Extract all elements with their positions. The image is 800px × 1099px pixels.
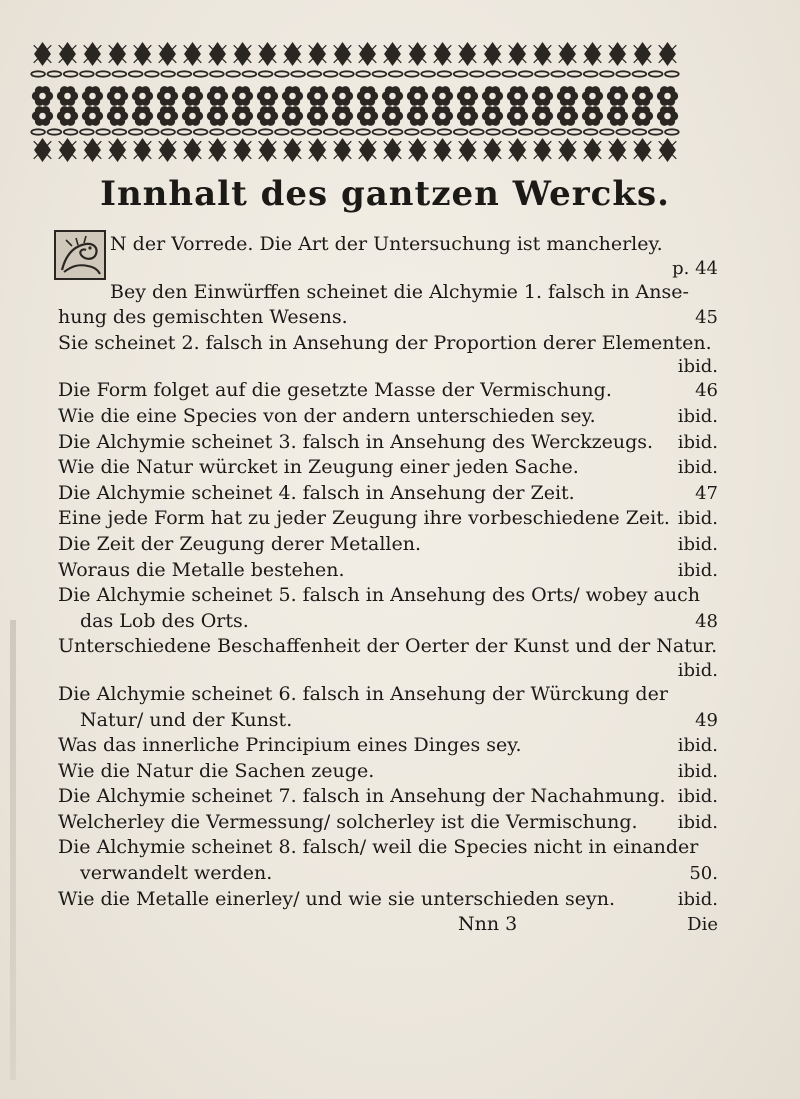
ornament-glyph bbox=[407, 106, 428, 126]
ornament-glyph bbox=[405, 71, 419, 76]
entry-page: 49 bbox=[695, 709, 718, 731]
ornament-glyph bbox=[234, 43, 252, 65]
entry-text: Die Zeit der Zeugung derer Metallen. bbox=[58, 532, 422, 555]
ornament-glyph bbox=[457, 106, 478, 126]
ornament-glyph bbox=[657, 86, 678, 106]
ornament-glyph bbox=[194, 71, 208, 76]
ornament-glyph bbox=[609, 43, 627, 65]
contents-entry bbox=[58, 887, 718, 913]
ornament-glyph bbox=[307, 106, 328, 126]
ornament-glyph bbox=[334, 139, 352, 161]
ornament-glyph bbox=[616, 71, 630, 76]
ornament-glyph bbox=[31, 71, 45, 76]
ornament-glyph bbox=[182, 86, 203, 106]
contents-entry bbox=[58, 784, 718, 810]
entry-page: 50. bbox=[689, 863, 718, 885]
ornament-glyph bbox=[389, 129, 403, 134]
ornament-glyph bbox=[509, 43, 527, 65]
entry-page: Die bbox=[687, 914, 718, 936]
entry-text: N der Vorrede. Die Art der Untersuchung ist mancherley. bbox=[110, 233, 663, 255]
ornament-glyph bbox=[357, 86, 378, 106]
entry-page: ibid. bbox=[677, 457, 718, 479]
entry-text: Was das innerliche Principium eines Dinges sey. bbox=[58, 734, 522, 757]
ornament-glyph bbox=[209, 139, 227, 161]
ornament-glyph bbox=[209, 43, 227, 65]
entry-text: Wie die Metalle einerley/ und wie sie unterschieden seyn. bbox=[58, 887, 616, 910]
ornament-glyph bbox=[207, 86, 228, 106]
ornament-glyph bbox=[145, 71, 159, 76]
ornament-glyph bbox=[659, 43, 677, 65]
ornament-glyph bbox=[649, 71, 663, 76]
ornament-glyph bbox=[665, 71, 679, 76]
ornament-glyph bbox=[482, 106, 503, 126]
ornament-glyph bbox=[132, 86, 153, 106]
contents-entry bbox=[58, 861, 718, 887]
contents-entry bbox=[58, 733, 718, 759]
ornament-glyph bbox=[438, 129, 452, 134]
ornament-glyph bbox=[432, 106, 453, 126]
ornament-glyph bbox=[568, 129, 582, 134]
ornament-glyph bbox=[332, 106, 353, 126]
entry-text: Natur/ und der Kunst. bbox=[80, 708, 293, 731]
ornament-glyph bbox=[210, 71, 224, 76]
ornament-glyph bbox=[359, 43, 377, 65]
ornament-glyph bbox=[82, 86, 103, 106]
ornament-glyph bbox=[107, 86, 128, 106]
ornament-glyph bbox=[282, 106, 303, 126]
ornament-glyph bbox=[284, 139, 302, 161]
entry-text: Welcherley die Vermessung/ solcherley ist die Vermischung. bbox=[58, 810, 638, 833]
entry-text: Die Alchymie scheinet 6. falsch in Ansehung der Würckung der bbox=[58, 682, 668, 705]
entry-text: Sie scheinet 2. falsch in Ansehung der Proportion derer Elementen. bbox=[58, 331, 712, 354]
ornament-glyph bbox=[634, 139, 652, 161]
contents-entry bbox=[58, 430, 718, 456]
ornament-glyph bbox=[373, 129, 387, 134]
ornament-glyph bbox=[407, 86, 428, 106]
entry-text: Wie die Natur die Sachen zeuge. bbox=[58, 759, 375, 782]
ornament-glyph bbox=[226, 129, 240, 134]
ornament-glyph bbox=[632, 106, 653, 126]
entry-page: ibid. bbox=[677, 888, 718, 910]
ornament-glyph bbox=[357, 106, 378, 126]
entry-page: ibid. bbox=[677, 760, 718, 782]
ornament-glyph bbox=[282, 86, 303, 106]
ornament-glyph bbox=[551, 71, 565, 76]
entry-text: Die Alchymie scheinet 3. falsch in Ansehung des Werckzeugs. bbox=[58, 430, 654, 453]
ornament-glyph bbox=[129, 129, 143, 134]
entry-text: Die Form folget auf die gesetzte Masse der Vermischung. bbox=[58, 379, 612, 402]
ornament-glyph bbox=[80, 129, 94, 134]
ornament-glyph bbox=[234, 139, 252, 161]
ornament-glyph bbox=[291, 71, 305, 76]
ornament-glyph bbox=[161, 129, 175, 134]
ornament-glyph bbox=[607, 86, 628, 106]
ornament-glyph bbox=[157, 86, 178, 106]
ornament-glyph bbox=[113, 71, 127, 76]
ornament-glyph bbox=[340, 71, 354, 76]
ornament-glyph bbox=[259, 129, 273, 134]
entry-text: Die Alchymie scheinet 5. falsch in Ansehung des Orts/ wobey auch bbox=[58, 584, 700, 607]
ornament-glyph bbox=[507, 86, 528, 106]
ornament-glyph bbox=[284, 43, 302, 65]
ornament-glyph bbox=[194, 129, 208, 134]
ornament-glyph bbox=[82, 106, 103, 126]
contents-list bbox=[58, 232, 718, 938]
entry-text: Bey den Einwürffen scheinet die Alchymie 1. falsch in Anse- bbox=[110, 280, 689, 303]
ornament-glyph bbox=[96, 71, 110, 76]
ornament-glyph bbox=[109, 43, 127, 65]
ornament-glyph bbox=[535, 129, 549, 134]
ornament-glyph bbox=[232, 106, 253, 126]
ornament-glyph bbox=[633, 129, 647, 134]
contents-entry bbox=[58, 481, 718, 507]
ornament-glyph bbox=[32, 106, 53, 126]
ornament-glyph bbox=[159, 43, 177, 65]
ornament-glyph bbox=[507, 106, 528, 126]
ornament-glyph bbox=[340, 129, 354, 134]
ornament-glyph bbox=[129, 71, 143, 76]
entry-text: Die Alchymie scheinet 7. falsch in Ansehung der Nachahmung. bbox=[58, 785, 666, 808]
ornament-glyph bbox=[503, 71, 517, 76]
contents-entry bbox=[58, 609, 718, 635]
ornament-glyph bbox=[109, 139, 127, 161]
contents-entry bbox=[58, 404, 718, 430]
entry-text: das Lob des Orts. bbox=[80, 609, 249, 632]
ornament-header-icon bbox=[30, 40, 680, 162]
contents-entry bbox=[58, 305, 718, 331]
ornament-glyph bbox=[161, 71, 175, 76]
ornament-glyph bbox=[80, 71, 94, 76]
ornament-glyph bbox=[134, 139, 152, 161]
entry-page: ibid. bbox=[677, 811, 718, 833]
ornament-glyph bbox=[600, 129, 614, 134]
ornament-glyph bbox=[600, 71, 614, 76]
ornament-glyph bbox=[157, 106, 178, 126]
entry-text: verwandelt werden. bbox=[80, 862, 273, 885]
page-title: Innhalt des gantzen Wercks. bbox=[100, 174, 670, 214]
ornament-glyph bbox=[159, 139, 177, 161]
ornament-glyph bbox=[609, 139, 627, 161]
ornament-glyph bbox=[557, 106, 578, 126]
ornament-glyph bbox=[332, 86, 353, 106]
ornament-glyph bbox=[232, 86, 253, 106]
entry-page: ibid. bbox=[677, 508, 718, 530]
ornament-glyph bbox=[31, 129, 45, 134]
ornament-glyph bbox=[132, 106, 153, 126]
ornament-glyph bbox=[307, 86, 328, 106]
ornament-glyph bbox=[64, 71, 78, 76]
ornament-glyph bbox=[486, 71, 500, 76]
entry-text: Die Alchymie scheinet 4. falsch in Ansehung der Zeit. bbox=[58, 481, 575, 504]
ornament-glyph bbox=[84, 139, 102, 161]
ornament-glyph bbox=[454, 129, 468, 134]
ornament-glyph bbox=[373, 71, 387, 76]
ornament-glyph bbox=[359, 139, 377, 161]
entry-text: Wie die eine Species von der andern unterschieden sey. bbox=[58, 404, 596, 427]
ornament-glyph bbox=[243, 71, 257, 76]
ornament-glyph bbox=[470, 129, 484, 134]
entry-text: Unterschiedene Beschaffenheit der Oerter der Kunst und der Natur. bbox=[58, 635, 718, 658]
ornament-glyph bbox=[434, 139, 452, 161]
contents-entry bbox=[58, 660, 718, 682]
ornament-glyph bbox=[438, 71, 452, 76]
contents-entry bbox=[58, 506, 718, 532]
ornament-glyph bbox=[291, 129, 305, 134]
contents-entry bbox=[58, 682, 718, 708]
ornament-glyph bbox=[519, 71, 533, 76]
contents-entry bbox=[58, 331, 718, 357]
ornament-glyph bbox=[207, 106, 228, 126]
ornament-glyph bbox=[243, 129, 257, 134]
ornament-glyph bbox=[184, 139, 202, 161]
entry-page: ibid. bbox=[677, 405, 718, 427]
ornament-glyph bbox=[616, 129, 630, 134]
ornament-glyph bbox=[607, 106, 628, 126]
ornament-glyph bbox=[48, 129, 62, 134]
entry-page: ibid. bbox=[677, 431, 718, 453]
ornament-glyph bbox=[324, 129, 338, 134]
contents-entry bbox=[58, 810, 718, 836]
entry-page: ibid. bbox=[677, 735, 718, 757]
contents-entry bbox=[58, 634, 718, 660]
ornament-glyph bbox=[486, 129, 500, 134]
ornament-glyph bbox=[257, 86, 278, 106]
ornament-glyph bbox=[309, 43, 327, 65]
ornament-glyph bbox=[226, 71, 240, 76]
ornament-glyph bbox=[145, 129, 159, 134]
ornament-glyph bbox=[308, 129, 322, 134]
entry-page: ibid. bbox=[677, 533, 718, 555]
ornament-glyph bbox=[534, 43, 552, 65]
ornament-glyph bbox=[134, 43, 152, 65]
ornament-glyph bbox=[457, 86, 478, 106]
ornament-glyph bbox=[459, 139, 477, 161]
ornament-glyph bbox=[259, 139, 277, 161]
contents-entry bbox=[58, 232, 718, 258]
ornament-glyph bbox=[582, 106, 603, 126]
ornament-glyph bbox=[34, 139, 52, 161]
contents-entry bbox=[58, 378, 718, 404]
ornament-glyph bbox=[59, 43, 77, 65]
ornament-glyph bbox=[484, 43, 502, 65]
ornament-glyph bbox=[584, 139, 602, 161]
ornament-glyph bbox=[32, 86, 53, 106]
entry-text: Nnn 3 bbox=[458, 913, 518, 936]
ornament-glyph bbox=[568, 71, 582, 76]
ornament-glyph bbox=[665, 129, 679, 134]
ornament-glyph bbox=[649, 129, 663, 134]
contents-entry bbox=[58, 532, 718, 558]
ornament-glyph bbox=[178, 71, 192, 76]
ornament-glyph bbox=[503, 129, 517, 134]
ornament-glyph bbox=[48, 71, 62, 76]
ornament-glyph bbox=[334, 43, 352, 65]
ornament-glyph bbox=[484, 139, 502, 161]
contents-entry bbox=[58, 759, 718, 785]
ornament-glyph bbox=[210, 129, 224, 134]
ornament-glyph bbox=[519, 129, 533, 134]
ornament-glyph bbox=[405, 129, 419, 134]
ornament-glyph bbox=[178, 129, 192, 134]
entry-page: p. 44 bbox=[672, 257, 718, 279]
entry-page: ibid. bbox=[677, 356, 718, 378]
contents-entry bbox=[58, 258, 718, 280]
ornament-glyph bbox=[59, 139, 77, 161]
entry-text: Eine jede Form hat zu jeder Zeugung ihre vorbeschiedene Zeit. bbox=[58, 507, 670, 530]
ornament-glyph bbox=[96, 129, 110, 134]
ornament-glyph bbox=[409, 43, 427, 65]
ornament-glyph bbox=[584, 129, 598, 134]
ornament-glyph bbox=[259, 43, 277, 65]
ornament-glyph bbox=[259, 71, 273, 76]
ornament-glyph bbox=[34, 43, 52, 65]
ornament-glyph bbox=[432, 86, 453, 106]
ornament-glyph bbox=[409, 139, 427, 161]
ornament-glyph bbox=[84, 43, 102, 65]
contents-entry bbox=[58, 558, 718, 584]
entry-page: 47 bbox=[695, 482, 718, 504]
entry-text: hung des gemischten Wesens. bbox=[58, 306, 348, 329]
ornament-glyph bbox=[309, 139, 327, 161]
ornament-glyph bbox=[324, 71, 338, 76]
ornament-glyph bbox=[535, 71, 549, 76]
contents-entry bbox=[58, 455, 718, 481]
ornament-glyph bbox=[657, 106, 678, 126]
ornament-glyph bbox=[634, 43, 652, 65]
ornament-glyph bbox=[454, 71, 468, 76]
ornament-glyph bbox=[384, 139, 402, 161]
entry-text: Die Alchymie scheinet 8. falsch/ weil die Species nicht in einander bbox=[58, 836, 699, 859]
ornament-glyph bbox=[584, 43, 602, 65]
ornament-glyph bbox=[632, 86, 653, 106]
entry-page: 48 bbox=[695, 610, 718, 632]
ornament-glyph bbox=[57, 86, 78, 106]
ornament-glyph bbox=[509, 139, 527, 161]
ornament-glyph bbox=[382, 86, 403, 106]
entry-page: ibid. bbox=[677, 786, 718, 808]
ornament-glyph bbox=[559, 139, 577, 161]
ornament-glyph bbox=[389, 71, 403, 76]
contents-entry bbox=[58, 356, 718, 378]
ornament-glyph bbox=[532, 86, 553, 106]
ornament-glyph bbox=[482, 86, 503, 106]
ornament-glyph bbox=[534, 139, 552, 161]
page-edge-shadow bbox=[10, 620, 16, 1080]
ornament-glyph bbox=[459, 43, 477, 65]
ornament-glyph bbox=[384, 43, 402, 65]
ornament-glyph bbox=[356, 129, 370, 134]
ornament-glyph bbox=[257, 106, 278, 126]
ornament-glyph bbox=[182, 106, 203, 126]
ornament-glyph bbox=[356, 71, 370, 76]
ornament-glyph bbox=[382, 106, 403, 126]
entry-page: 45 bbox=[695, 307, 718, 329]
ornament-glyph bbox=[57, 106, 78, 126]
ornament-glyph bbox=[107, 106, 128, 126]
ornament-glyph bbox=[532, 106, 553, 126]
ornament-glyph bbox=[434, 43, 452, 65]
ornament-glyph bbox=[582, 86, 603, 106]
contents-entry bbox=[58, 708, 718, 734]
ornament-glyph bbox=[470, 71, 484, 76]
ornament-glyph bbox=[559, 43, 577, 65]
ornament-glyph bbox=[308, 71, 322, 76]
entry-page: ibid. bbox=[677, 559, 718, 581]
entry-page: ibid. bbox=[677, 659, 718, 681]
ornament-glyph bbox=[421, 71, 435, 76]
ornament-glyph bbox=[584, 71, 598, 76]
contents-entry bbox=[58, 583, 718, 609]
ornament-glyph bbox=[64, 129, 78, 134]
entry-text: Woraus die Metalle bestehen. bbox=[58, 558, 345, 581]
contents-entry bbox=[58, 835, 718, 861]
ornament-glyph bbox=[551, 129, 565, 134]
ornament-glyph bbox=[275, 71, 289, 76]
ornament-glyph bbox=[184, 43, 202, 65]
ornament-glyph bbox=[633, 71, 647, 76]
entry-page: 46 bbox=[695, 380, 718, 402]
contents-entry bbox=[58, 280, 718, 306]
entry-text: Wie die Natur würcket in Zeugung einer jeden Sache. bbox=[58, 456, 579, 479]
ornament-glyph bbox=[421, 129, 435, 134]
ornament-glyph bbox=[557, 86, 578, 106]
ornament-glyph bbox=[659, 139, 677, 161]
ornament-glyph bbox=[275, 129, 289, 134]
contents-entry bbox=[58, 912, 718, 938]
ornament-glyph bbox=[113, 129, 127, 134]
